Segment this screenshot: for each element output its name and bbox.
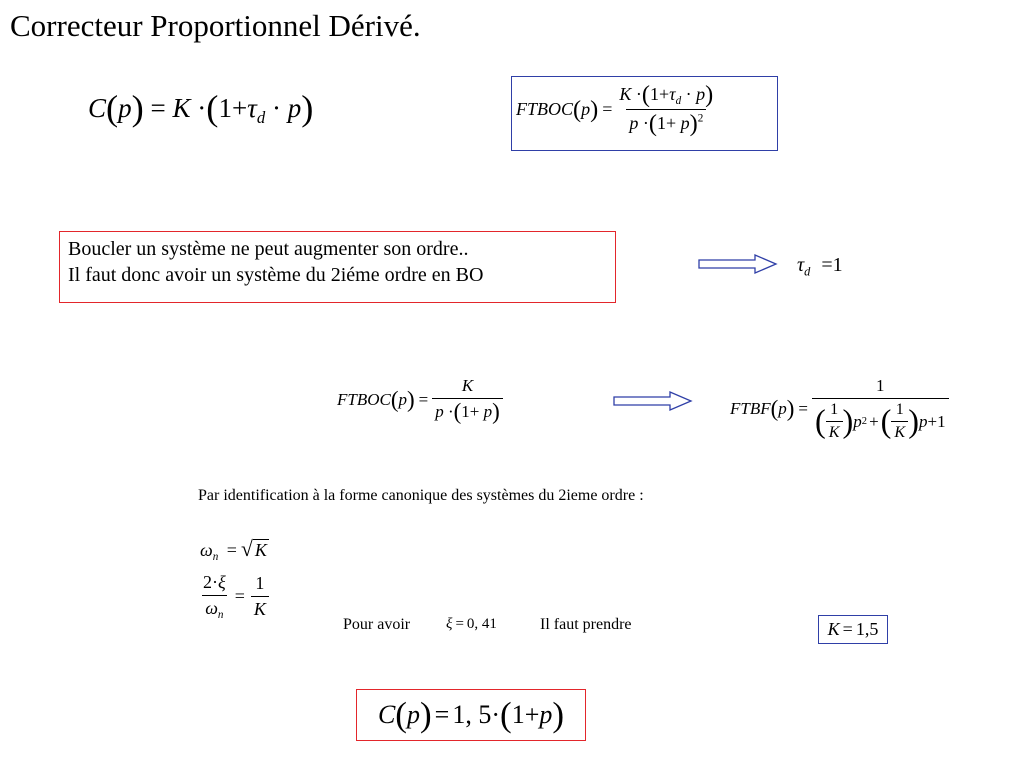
- page-title: Correcteur Proportionnel Dérivé.: [10, 8, 421, 43]
- equation-ftboc-derive: FTBOC ( p ) = $\frac{K \cdot(1+\tau_d \cdot p)}{p \cdot(1+ p)^2}$: [516, 83, 716, 137]
- equation-ftbf: FTBF ( p ) = 1 ( $\frac{1}{K}$ ) p 2 + ( $\frac{1}{K}$ ) p + 1: [730, 376, 949, 442]
- ftboc-box: [511, 76, 778, 151]
- equation-tau: $\tau_d =1$: [797, 254, 843, 279]
- right-arrow-icon: [697, 253, 779, 275]
- equation-xi: $\frac{2\cdot\xi}{\omega_n}$ = $\frac{1}{K}$: [200, 572, 269, 621]
- il-faut-prendre-text: Il faut prendre: [540, 616, 632, 633]
- k-value-box: K = 1,5: [818, 615, 888, 644]
- final-correcteur-box: C ( p ) = 1, 5 · ( 1 + p ): [356, 689, 586, 741]
- equation-correcteur: $C(p) = K \cdot(1+\tau_d \cdot p)$: [88, 88, 314, 128]
- equation-omega: $\omega_n$ = √ K: [200, 537, 267, 563]
- equation-xi-value: ξ = 0, 41: [446, 616, 497, 632]
- note-line-2: Il faut donc avoir un système du 2iéme ordre en BO: [68, 264, 484, 286]
- ftboc-fraction: $\frac{K \cdot(1+\tau_d \cdot p)}{p \cdot(1+ p)^2}$: [619, 81, 714, 138]
- identification-text: Par identification à la forme canonique des systèmes du 2ieme ordre :: [198, 487, 644, 504]
- note-box: [59, 231, 616, 303]
- equation-ftboc-simplifiee: FTBOC ( p ) = $\frac{K}{p \cdot(1+ p)}$: [337, 376, 503, 424]
- note-line-1: Boucler un système ne peut augmenter son ordre..: [68, 238, 469, 260]
- ftboc-simplifiee-fraction: $\frac{K}{p \cdot(1+ p)}$: [432, 376, 503, 424]
- right-arrow-icon: [612, 390, 694, 412]
- ftbf-fraction: 1 ( $\frac{1}{K}$ ) p 2 + ( $\frac{1}{K}$ ) p + 1: [812, 376, 949, 442]
- pour-avoir-text: Pour avoir: [343, 616, 411, 633]
